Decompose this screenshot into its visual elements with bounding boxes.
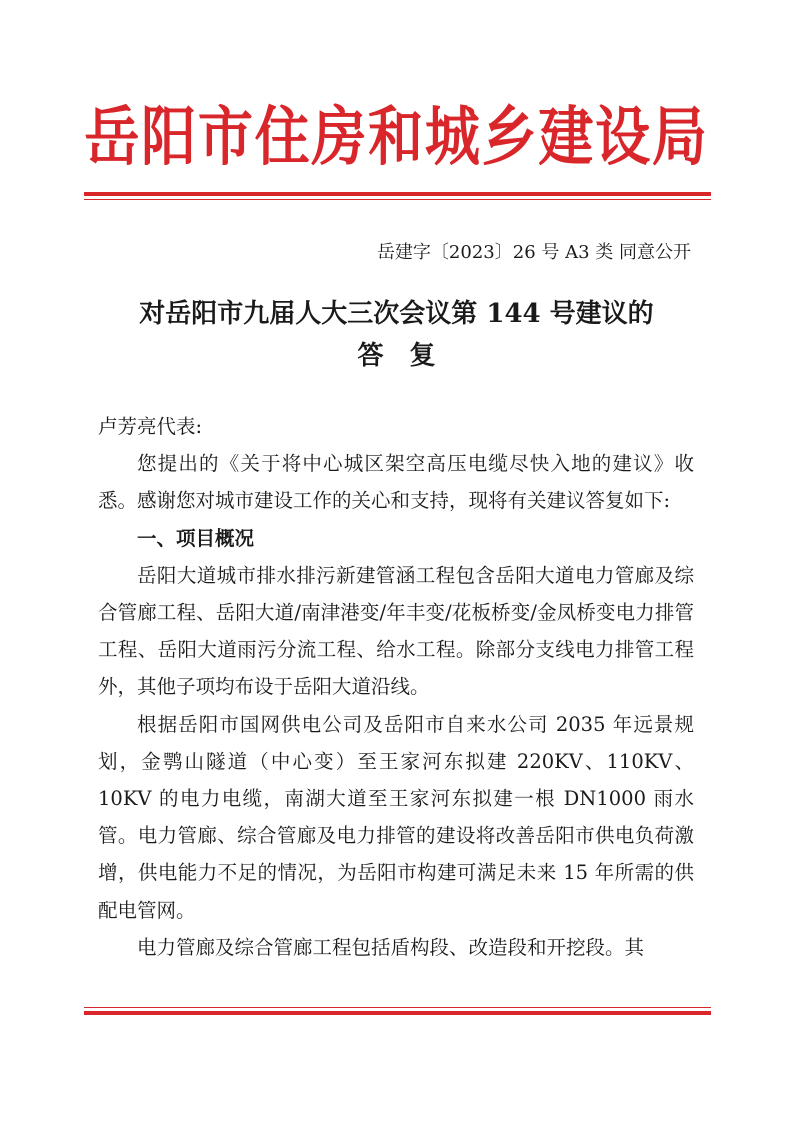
- footer-rule-thin: [84, 1007, 711, 1008]
- document-title-line1: 对岳阳市九届人大三次会议第 144 号建议的: [139, 299, 654, 329]
- paragraph-sections: 电力管廊及综合管廊工程包括盾构段、改造段和开挖段。其: [137, 935, 645, 959]
- document-number: 岳建字〔2023〕26 号 A3 类 同意公开: [376, 242, 691, 263]
- section-heading-project-overview: 一、项目概况: [137, 526, 255, 550]
- document-body: [98, 408, 694, 966]
- footer-rule-thick: [84, 1011, 711, 1015]
- salutation: 卢芳亮代表:: [98, 415, 203, 438]
- paragraph-planning-basis: 根据岳阳市国网供电公司及岳阳市自来水公司 2035 年远景规划，金鹗山隧道（中心变）至王家河东拟建 220KV、110KV、10KV 的电力电缆，南湖大道至王家河东拟建一根 DN1000 雨水管。电力管廊、综合管廊及电力排管的建设将改善岳阳市供电负荷激增，供电能力不足的情况，为岳阳市构建可满足未来 15 年所需的供配电管网。: [98, 712, 694, 922]
- letterhead-org-name: 岳阳市住房和城乡建设局: [84, 101, 709, 175]
- paragraph-intro: 您提出的《关于将中心城区架空高压电缆尽快入地的建议》收悉。感谢您对城市建设工作的关心和支持，现将有关建议答复如下:: [98, 452, 694, 513]
- document-title-line2: 答复: [357, 341, 462, 371]
- letterhead-rule-thick: [84, 192, 711, 196]
- letterhead-rule-thin: [84, 199, 711, 200]
- paragraph-project-scope: 岳阳大道城市排水排污新建管涵工程包含岳阳大道电力管廊及综合管廊工程、岳阳大道/南津港变/年丰变/花板桥变/金凤桥变电力排管工程、岳阳大道雨污分流工程、给水工程。除部分支线电力排管工程外，其他子项均布设于岳阳大道沿线。: [98, 563, 694, 699]
